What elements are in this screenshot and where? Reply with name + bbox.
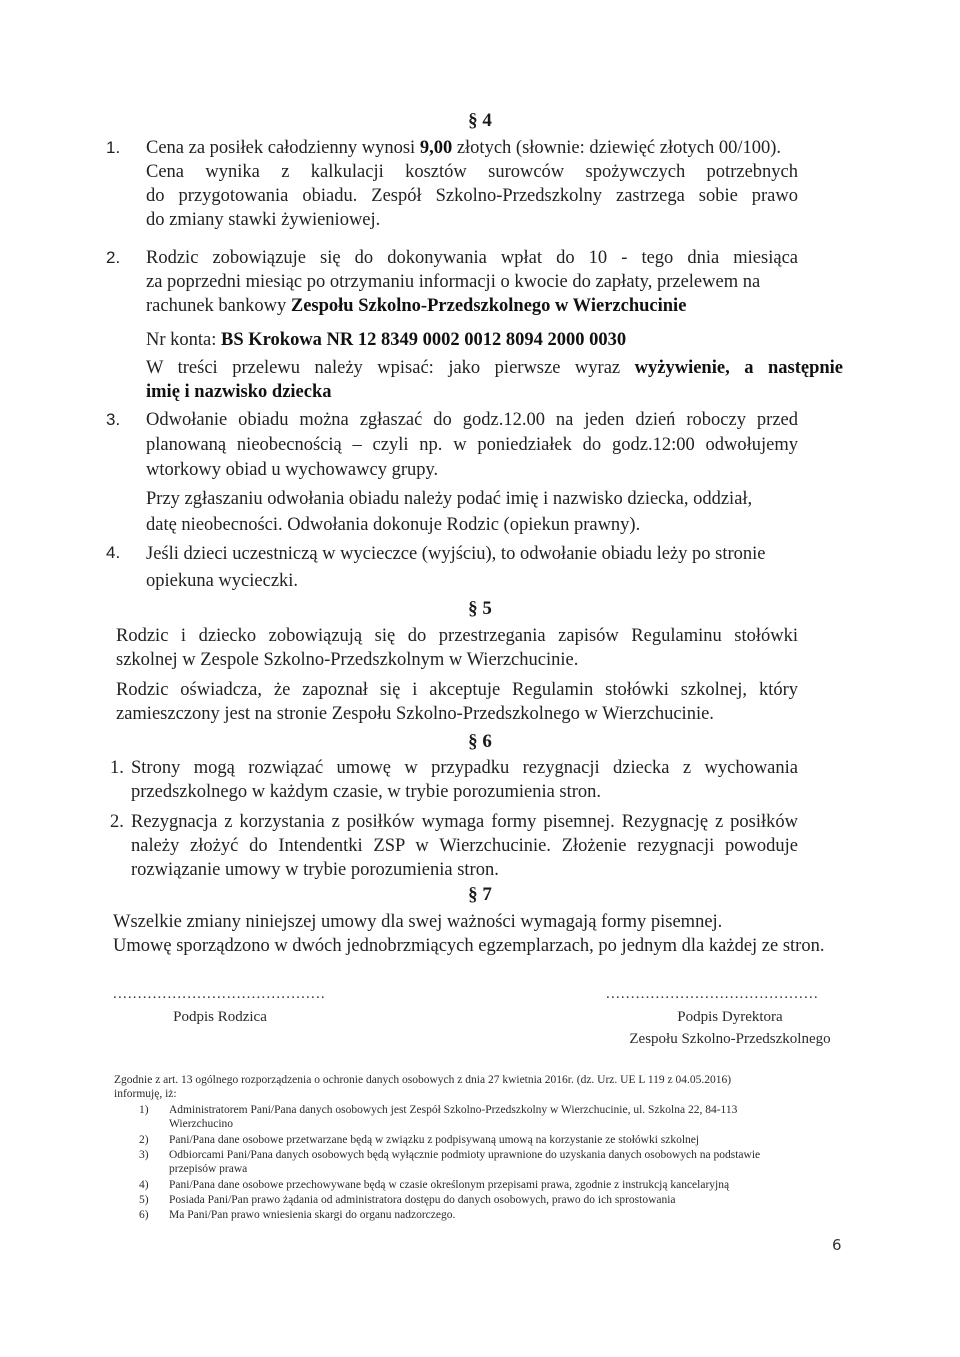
section-4-item-1: Cena za posiłek całodzienny wynosi 9,00 złotych (słownie: dziewięć złotych 00/100). Cena wynika z kalkulacji kosztów surowców spożywczych potrzebnych do przygotowania obiadu. Zespół Szkolno-Przedszkolny zastrzega sobie prawo do zmiany stawki żywieniowej. xyxy=(146,138,798,230)
parent-signature-line: ........................................... xyxy=(113,986,326,1002)
section-4-item-3: Odwołanie obiadu można zgłaszać do godz.12.00 na jeden dzień roboczy przed planowaną nieobecnością – czyli np. w poniedziałek do godz.12:00 odwołujemy wtorkowy obiad u wychowawcy grupy. xyxy=(146,410,798,480)
item-number: 1. xyxy=(110,758,124,778)
section-7-text: Wszelkie zmiany niniejszej umowy dla swej ważności wymagają formy pisemnej. Umowę sporządzono w dwóch jednobrzmiących egzemplarzach, po jednym dla każdej ze stron. xyxy=(113,912,825,956)
school-name: Zespołu Szkolno-Przedszkolnego w Wierzchucinie xyxy=(290,296,687,316)
item-number: 2. xyxy=(110,812,124,832)
transfer-instructions: W treści przelewu należy wpisać: jako pierwsze wyraz wyżywienie, a następnie imię i nazwisko dziecka xyxy=(146,358,843,402)
section-5-heading: § 5 xyxy=(468,598,492,619)
item-number: 3. xyxy=(106,410,121,429)
section-5-paragraph-2: Rodzic oświadcza, że zapoznał się i akceptuje Regulamin stołówki szkolnej, który zamieszczony jest na stronie Zespołu Szkolno-Przedszkolnego w Wierzchucinie. xyxy=(116,680,798,724)
section-4-item-2: Rodzic zobowiązuje się do dokonywania wpłat do 10 - tego dnia miesiąca za poprzedni miesiąc po otrzymaniu informacji o kwocie do zapłaty, przelewem na rachunek bankowy Zespołu Szkolno-Przedszkolnego w Wierzchucinie xyxy=(146,248,798,316)
item-number: 1. xyxy=(106,138,121,157)
section-4-item-4: Jeśli dzieci uczestniczą w wycieczce (wyjściu), to odwołanie obiadu leży po stronie opiekuna wycieczki. xyxy=(146,544,766,591)
item-number: 2. xyxy=(106,248,121,267)
section-6-item-1: Strony mogą rozwiązać umowę w przypadku rezygnacji dziecka z wychowania przedszkolnego w każdym czasie, w trybie porozumienia stron. xyxy=(131,758,798,802)
item-number: 4. xyxy=(106,543,121,562)
page-number: 6 xyxy=(832,1236,842,1254)
parent-signature-label: Podpis Rodzica xyxy=(173,1009,267,1025)
gdpr-item: 3) Odbiorcami Pani/Pana danych osobowych będą wyłącznie podmioty uprawnione do uzyskania danych osobowych na podstawie przepisów prawa xyxy=(139,1149,761,1175)
section-4-item-3-continued: Przy zgłaszaniu odwołania obiadu należy podać imię i nazwisko dziecka, oddział, datę nieobecności. Odwołania dokonuje Rodzic (opiekun prawny). xyxy=(146,489,753,535)
director-signature-label: Podpis Dyrektora Zespołu Szkolno-Przedszkolnego xyxy=(629,1009,831,1047)
price-value: 9,00 xyxy=(419,138,453,158)
account-number: BS Krokowa NR 12 8349 0002 0012 8094 2000 0030 xyxy=(221,330,627,350)
section-6-item-2: Rezygnacja z korzystania z posiłków wymaga formy pisemnej. Rezygnację z posiłków należy złożyć do Intendentki ZSP w Wierzchucinie. Złożenie rezygnacji powoduje rozwiązanie umowy w trybie porozumienia stron. xyxy=(131,812,798,880)
gdpr-intro: Zgodnie z art. 13 ogólnego rozporządzenia o ochronie danych osobowych z dnia 27 kwietnia 2016r. (dz. Urz. UE L 119 z 04.05.2016) informuję, iż: xyxy=(114,1074,732,1100)
section-5-paragraph-1: Rodzic i dziecko zobowiązują się do przestrzegania zapisów Regulaminu stołówki szkolnej w Zespole Szkolno-Przedszkolnym w Wierzchucinie. xyxy=(116,626,798,670)
gdpr-item: 4) Pani/Pana dane osobowe przechowywane będą w czasie określonym przepisami prawa, zgodnie z instrukcją kancelaryjną xyxy=(139,1179,730,1191)
gdpr-item: 1) Administratorem Pani/Pana danych osobowych jest Zespół Szkolno-Przedszkolny w Wierzchucinie, ul. Szkolna 22, 84-113 Wierzchucino xyxy=(139,1104,738,1130)
director-signature-line: ........................................... xyxy=(606,986,819,1002)
gdpr-item: 6) Ma Pani/Pan prawo wniesienia skargi do organu nadzorczego. xyxy=(139,1209,456,1221)
bank-account: Nr konta: BS Krokowa NR 12 8349 0002 0012 8094 2000 0030 xyxy=(146,330,627,350)
gdpr-item: 2) Pani/Pana dane osobowe przetwarzane będą w związku z podpisywaną umową na korzystanie ze stołówki szkolnej xyxy=(139,1134,700,1146)
section-4-heading: § 4 xyxy=(468,110,492,131)
section-7-heading: § 7 xyxy=(468,884,492,905)
section-6-heading: § 6 xyxy=(468,731,492,752)
gdpr-item: 5) Posiada Pani/Pan prawo żądania od administratora dostępu do danych osobowych, prawo do ich sprostowania xyxy=(139,1194,676,1206)
